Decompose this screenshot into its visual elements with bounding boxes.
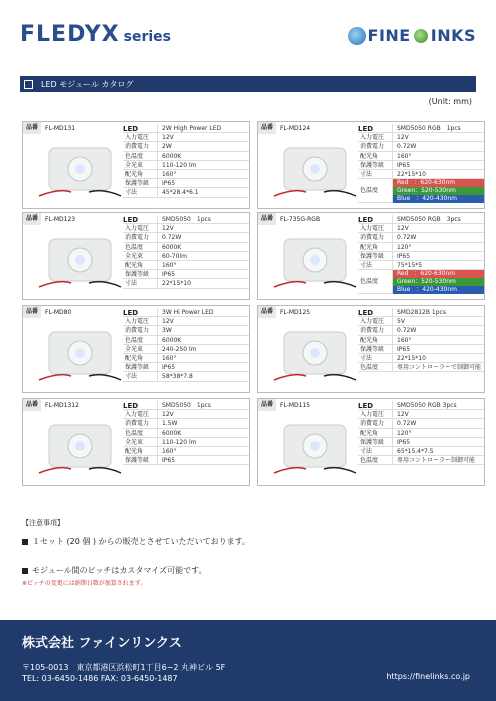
- spec-row: [123, 438, 249, 447]
- led-type: SMD5050 1pcs: [157, 215, 249, 223]
- spec-value: 60-70lm: [157, 252, 249, 260]
- spec-key: 配光角: [360, 243, 379, 251]
- led-key: [123, 401, 157, 409]
- spec-key: 配光角: [125, 170, 144, 178]
- spec-key: 配光角: [360, 152, 379, 160]
- spec-row: [358, 419, 484, 428]
- led-type-row: [123, 215, 249, 224]
- spec-key: 色温度: [125, 336, 144, 344]
- spec-value: IP65: [392, 345, 484, 353]
- led-label: LED: [123, 309, 139, 317]
- spec-value: 75*15*5: [392, 261, 484, 269]
- unit-note: (Unit: mm): [428, 97, 472, 106]
- spec-value: 6000K: [157, 429, 249, 437]
- website-link[interactable]: https://finelinks.co.jp: [386, 672, 470, 681]
- spec-value: IP65: [157, 270, 249, 278]
- spec-value: 0.72W: [392, 326, 484, 334]
- spec-value: 120°: [392, 243, 484, 251]
- spec-table: [123, 308, 249, 382]
- spec-key: 入力電圧: [360, 134, 385, 142]
- spec-key: 入力電圧: [125, 318, 150, 326]
- spec-row: [123, 142, 249, 151]
- company-address: [22, 662, 225, 684]
- notes-section: [22, 518, 250, 587]
- spec-value: 22*15*10: [392, 170, 484, 178]
- part-number-label: 品番: [258, 306, 276, 318]
- spec-row: [358, 345, 484, 354]
- spec-key: 寸法: [125, 373, 138, 381]
- spec-row: [123, 336, 249, 345]
- spec-value: 5V: [392, 317, 484, 325]
- spec-key: 入力電圧: [125, 411, 150, 419]
- led-key: [123, 308, 157, 316]
- spec-row: [123, 243, 249, 252]
- spec-row: [123, 133, 249, 142]
- spec-row: [123, 363, 249, 372]
- spec-table: [123, 401, 249, 465]
- module-photo: [272, 229, 358, 297]
- spec-key: 保護等級: [125, 364, 150, 372]
- bullet-square-icon: [22, 568, 28, 574]
- led-label: LED: [123, 216, 139, 224]
- product-card: [257, 121, 485, 209]
- spec-row: [123, 188, 249, 197]
- spec-value: 110-120 lm: [157, 161, 249, 169]
- spec-value: 12V: [157, 410, 249, 418]
- spec-value: 240-250 lm: [157, 345, 249, 353]
- spec-row: [358, 233, 484, 242]
- spec-key: 色温度: [360, 457, 379, 465]
- part-number-label: 品番: [258, 399, 276, 411]
- spec-value: 110-120 lm: [157, 438, 249, 446]
- spec-value: 0.72W: [157, 233, 249, 241]
- spec-row: [123, 419, 249, 428]
- led-key: [358, 124, 392, 132]
- spec-key: 全光束: [125, 252, 144, 260]
- spec-key: 色温度: [125, 429, 144, 437]
- spec-value: IP65: [392, 252, 484, 260]
- led-type-row: [123, 124, 249, 133]
- spec-key: 寸法: [360, 261, 373, 269]
- spec-key: 色温度: [360, 364, 379, 372]
- note-line-2: [22, 565, 250, 576]
- spec-value: 160°: [392, 152, 484, 160]
- spec-key: 消費電力: [125, 420, 150, 428]
- spec-value: 3W: [157, 326, 249, 334]
- spec-table: [358, 124, 484, 203]
- address-line: 〒105-0013 東京都港区浜松町1丁目6−2 丸神ビル 5F: [22, 663, 226, 672]
- spec-key: 寸法: [360, 170, 373, 178]
- product-card: [257, 305, 485, 393]
- color-band: Red ：620-630nm: [393, 270, 484, 278]
- spec-row: [358, 447, 484, 456]
- spec-key: 消費電力: [125, 327, 150, 335]
- color-list: [392, 270, 484, 293]
- led-type: SMD5050 1pcs: [157, 401, 249, 409]
- spec-row: [123, 279, 249, 288]
- led-type: 2W High Power LED: [157, 124, 249, 132]
- led-type-row: [358, 308, 484, 317]
- led-label: LED: [358, 216, 374, 224]
- spec-row: [123, 410, 249, 419]
- spec-value: IP65: [157, 456, 249, 464]
- spec-key: 配光角: [125, 261, 144, 269]
- spec-key: 入力電圧: [360, 411, 385, 419]
- led-type: SMD5050 RGB 3pcs: [392, 401, 484, 409]
- spec-row: [358, 326, 484, 335]
- spec-row: [123, 372, 249, 381]
- color-list: [392, 179, 484, 202]
- part-number: FL-MD80: [45, 308, 72, 316]
- part-number: FL-MD124: [280, 124, 311, 132]
- part-number: FL-MD131: [45, 124, 76, 132]
- part-number-row: [23, 122, 111, 134]
- part-number-label: 品番: [258, 213, 276, 225]
- bullet-square-icon: [22, 539, 28, 545]
- spec-key: 保護等級: [360, 438, 385, 446]
- spec-row: [123, 161, 249, 170]
- spec-value: 6000K: [157, 152, 249, 160]
- spec-value: 160°: [157, 447, 249, 455]
- part-number: FL-MD115: [280, 401, 311, 409]
- brand-title: [20, 22, 171, 47]
- spec-row: [358, 261, 484, 270]
- note-text-2: モジュール間のピッチはカスタマイズ可能です。: [32, 566, 207, 575]
- spec-value: 0.72W: [392, 419, 484, 427]
- spec-row: [123, 261, 249, 270]
- spec-key: 消費電力: [360, 234, 385, 242]
- led-type-row: [358, 215, 484, 224]
- part-number: FL-MD125: [280, 308, 311, 316]
- spec-key: 色温度: [125, 243, 144, 251]
- spec-key: 保護等級: [360, 252, 385, 260]
- spec-row: [123, 317, 249, 326]
- spec-row: [123, 224, 249, 233]
- spec-value: 22*15*10: [392, 354, 484, 362]
- spec-key: 全光束: [125, 438, 144, 446]
- led-key: [358, 401, 392, 409]
- spec-value: 12V: [157, 224, 249, 232]
- spec-value: IP65: [157, 179, 249, 187]
- spec-value: 専用コントローラー制御可能: [392, 456, 484, 464]
- module-photo: [37, 322, 123, 390]
- spec-table: [358, 308, 484, 372]
- spec-value: IP65: [392, 438, 484, 446]
- company-logo: [348, 26, 476, 45]
- spec-key: 保護等級: [125, 457, 150, 465]
- spec-row: [358, 133, 484, 142]
- spec-value: 12V: [157, 317, 249, 325]
- part-number-label: 品番: [23, 213, 41, 225]
- spec-row: [358, 336, 484, 345]
- spec-value: 専用コントローラーで制御可能: [392, 363, 484, 371]
- spec-row: [123, 152, 249, 161]
- spec-key: 入力電圧: [360, 318, 385, 326]
- spec-row: [358, 363, 484, 372]
- led-type: SMD5050 RGB 1pcs: [392, 124, 484, 132]
- color-row: [358, 270, 484, 294]
- led-type: SMD2812B 1pcs: [392, 308, 484, 316]
- spec-value: 12V: [392, 133, 484, 141]
- spec-key: 保護等級: [125, 271, 150, 279]
- spec-row: [123, 429, 249, 438]
- part-number: FL-735G-RGB: [280, 215, 321, 223]
- spec-key: 寸法: [360, 447, 373, 455]
- product-card: [22, 121, 250, 209]
- color-row: [358, 179, 484, 203]
- spec-value: IP65: [392, 161, 484, 169]
- spec-value: 58*38*7.8: [157, 372, 249, 380]
- color-band: Red ：620-630nm: [393, 179, 484, 187]
- led-type: 3W Hi Power LED: [157, 308, 249, 316]
- led-key: [123, 215, 157, 223]
- spec-row: [123, 270, 249, 279]
- spec-value: 160°: [157, 354, 249, 362]
- spec-key: 寸法: [125, 189, 138, 197]
- spec-key: 入力電圧: [125, 134, 150, 142]
- spec-key: 消費電力: [360, 143, 385, 151]
- spec-value: 1.5W: [157, 419, 249, 427]
- part-number-row: [23, 399, 111, 411]
- led-type-row: [358, 401, 484, 410]
- spec-value: 160°: [392, 336, 484, 344]
- spec-table: [123, 124, 249, 198]
- spec-value: 12V: [392, 410, 484, 418]
- spec-row: [358, 410, 484, 419]
- module-photo: [272, 415, 358, 483]
- part-number-row: [23, 213, 111, 225]
- led-key: [358, 308, 392, 316]
- spec-key: 保護等級: [360, 161, 385, 169]
- spec-row: [358, 161, 484, 170]
- spec-row: [358, 456, 484, 465]
- color-key: 色温度: [360, 187, 379, 195]
- spec-row: [358, 354, 484, 363]
- spec-value: 0.72W: [392, 233, 484, 241]
- spec-key: 消費電力: [125, 143, 150, 151]
- logo-link-icon: [414, 29, 428, 43]
- spec-value: 22*15*10: [157, 279, 249, 287]
- spec-table: [123, 215, 249, 289]
- spec-row: [123, 456, 249, 465]
- spec-row: [358, 429, 484, 438]
- page-header: [0, 0, 496, 70]
- spec-row: [123, 252, 249, 261]
- spec-key: 配光角: [125, 354, 144, 362]
- spec-value: IP65: [157, 363, 249, 371]
- spec-row: [123, 447, 249, 456]
- spec-row: [358, 224, 484, 233]
- module-photo: [37, 229, 123, 297]
- spec-key: 寸法: [360, 354, 373, 362]
- spec-key: 配光角: [360, 429, 379, 437]
- spec-key: 全光束: [125, 161, 144, 169]
- led-type-row: [123, 401, 249, 410]
- product-card: [22, 305, 250, 393]
- phone-line: TEL: 03-6450-1486 FAX: 03-6450-1487: [22, 674, 178, 683]
- part-number-row: [258, 306, 346, 318]
- spec-key: 全光束: [125, 345, 144, 353]
- spec-row: [358, 438, 484, 447]
- spec-row: [358, 142, 484, 151]
- brand-main: FLEDYX: [20, 22, 120, 47]
- page-footer: [0, 620, 496, 701]
- color-band: Green：520-530nm: [393, 187, 484, 195]
- spec-row: [123, 354, 249, 363]
- company-name: 株式会社 ファインリンクス: [22, 636, 182, 651]
- note-line-1: [22, 536, 250, 547]
- led-key: [358, 215, 392, 223]
- part-number-label: 品番: [23, 399, 41, 411]
- square-icon: [24, 80, 33, 89]
- led-label: LED: [358, 125, 374, 133]
- led-type-row: [123, 308, 249, 317]
- product-card: [22, 398, 250, 486]
- spec-key: 配光角: [360, 336, 379, 344]
- module-photo: [272, 322, 358, 390]
- led-label: LED: [358, 402, 374, 410]
- logo-text-left: FINE: [367, 26, 411, 45]
- color-band: Blue ：420-430nm: [393, 286, 484, 294]
- spec-row: [358, 170, 484, 179]
- spec-key: 寸法: [125, 280, 138, 288]
- part-number-label: 品番: [258, 122, 276, 134]
- spec-key: 消費電力: [360, 327, 385, 335]
- spec-row: [358, 152, 484, 161]
- module-photo: [37, 415, 123, 483]
- spec-value: 45*28.4*6.1: [157, 188, 249, 196]
- spec-value: 6000K: [157, 336, 249, 344]
- spec-row: [358, 317, 484, 326]
- spec-value: 2W: [157, 142, 249, 150]
- spec-table: [358, 215, 484, 294]
- note-text-1: １セット (20 個 ) からの販売とさせていただいております。: [32, 537, 250, 546]
- spec-value: 160°: [157, 170, 249, 178]
- spec-row: [123, 179, 249, 188]
- color-key: 色温度: [360, 278, 379, 286]
- note-line-3: ※ピッチの変更には納期日数が加算されます。: [22, 580, 147, 587]
- led-type: SMD5050 RGB 3pcs: [392, 215, 484, 223]
- spec-value: 12V: [157, 133, 249, 141]
- spec-value: 160°: [157, 261, 249, 269]
- spec-key: 配光角: [125, 447, 144, 455]
- product-card: [257, 398, 485, 486]
- part-number-row: [258, 213, 346, 225]
- spec-value: 65*15.4*7.5: [392, 447, 484, 455]
- spec-row: [123, 233, 249, 242]
- notes-title: 【注意事項】: [22, 519, 64, 527]
- led-label: LED: [358, 309, 374, 317]
- color-band: Green：520-530nm: [393, 278, 484, 286]
- spec-key: 色温度: [125, 152, 144, 160]
- spec-key: 消費電力: [360, 420, 385, 428]
- spec-row: [123, 345, 249, 354]
- module-photo: [37, 138, 123, 206]
- led-key: [123, 124, 157, 132]
- spec-key: 保護等級: [360, 345, 385, 353]
- spec-key: 入力電圧: [125, 225, 150, 233]
- spec-value: 6000K: [157, 243, 249, 251]
- spec-table: [358, 401, 484, 465]
- catalog-bar: [20, 76, 476, 92]
- spec-value: 120°: [392, 429, 484, 437]
- led-label: LED: [123, 125, 139, 133]
- part-number-row: [23, 306, 111, 318]
- color-band: Blue ：420-430nm: [393, 195, 484, 203]
- logo-globe-icon: [348, 27, 366, 45]
- spec-row: [358, 252, 484, 261]
- led-label: LED: [123, 402, 139, 410]
- spec-row: [123, 170, 249, 179]
- spec-key: 保護等級: [125, 180, 150, 188]
- part-number: FL-MD1312: [45, 401, 79, 409]
- part-number: FL-MD123: [45, 215, 76, 223]
- spec-key: 消費電力: [125, 234, 150, 242]
- part-number-label: 品番: [23, 122, 41, 134]
- part-number-row: [258, 399, 346, 411]
- spec-row: [123, 326, 249, 335]
- brand-sub: series: [123, 29, 171, 45]
- spec-row: [358, 243, 484, 252]
- part-number-row: [258, 122, 346, 134]
- product-card: [22, 212, 250, 300]
- catalog-title: LED モジュール カタログ: [41, 79, 134, 89]
- spec-value: 0.72W: [392, 142, 484, 150]
- part-number-label: 品番: [23, 306, 41, 318]
- spec-value: 12V: [392, 224, 484, 232]
- module-photo: [272, 138, 358, 206]
- logo-text-right: INKS: [430, 26, 476, 45]
- spec-key: 入力電圧: [360, 225, 385, 233]
- product-card: [257, 212, 485, 300]
- led-type-row: [358, 124, 484, 133]
